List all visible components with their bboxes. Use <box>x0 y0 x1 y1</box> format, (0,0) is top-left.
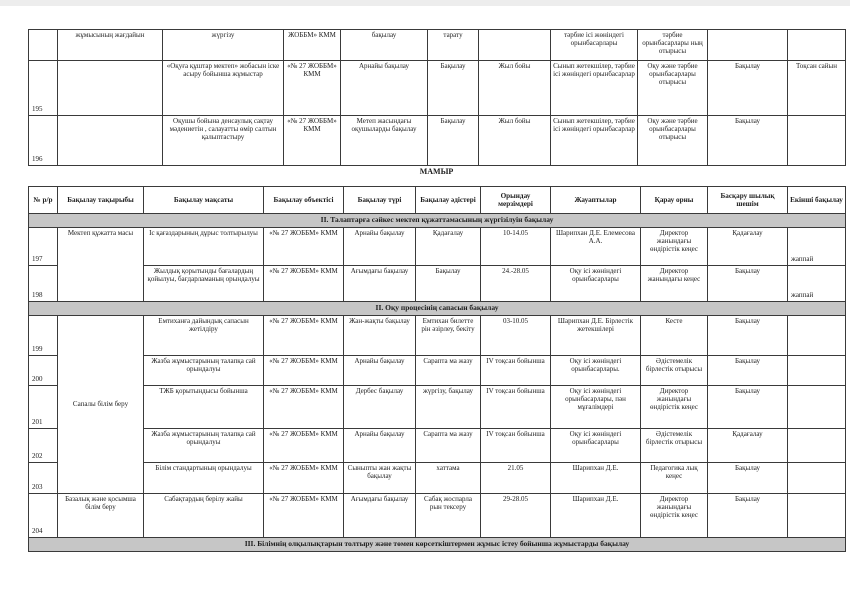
table-cell: Шарипхан Д.Е. <box>551 463 641 494</box>
table-cell: Оқушы бойына денсаулық сақтау мәдениетін , салауатты өмір салтын қалыптастыру <box>163 116 284 166</box>
table-cell: Қадағалау <box>708 228 788 266</box>
table-cell: жұмысының жағдайын <box>58 30 163 61</box>
table-cell <box>788 356 846 386</box>
row-number-cell: 197 <box>29 228 58 266</box>
table-row <box>29 61 846 116</box>
table-cell: Жыл бойы <box>479 61 551 116</box>
table-cell: Сабақ жоспарла рын тексеру <box>416 494 481 538</box>
column-header: Жауаптылар <box>551 187 641 214</box>
table-cell: Бақылау <box>708 463 788 494</box>
table-cell: Оқу және тәрбие орынбасарлары отырысы <box>638 61 708 116</box>
month-header: МАМЫР <box>419 167 454 176</box>
table-cell: жүргізу <box>163 30 284 61</box>
table-cell: Іс қағаздарының дұрыс толтырылуы <box>144 228 264 266</box>
table-cell <box>788 116 846 166</box>
row-number-cell: 198 <box>29 266 58 302</box>
table-cell: «№ 27 ЖОББМ» КММ <box>264 429 344 463</box>
table-cell: «№ 27 ЖОББМ» КММ <box>264 494 344 538</box>
table-cell: «№ 27 ЖОББМ» КММ <box>264 266 344 302</box>
table-cell: Арнайы бақылау <box>341 61 428 116</box>
table-row <box>29 429 846 463</box>
table-cell: Бақылау <box>416 266 481 302</box>
table-cell: Қадағалау <box>708 429 788 463</box>
table-cell: Бақылау <box>708 61 788 116</box>
column-header: Бақылау мақсаты <box>144 187 264 214</box>
table-cell: Емтиханға дайындық сапасын жетілдіру <box>144 316 264 356</box>
table-cell <box>58 61 163 116</box>
row-number-cell: 200 <box>29 356 58 386</box>
table-cell <box>29 30 58 61</box>
row-number-cell: 202 <box>29 429 58 463</box>
table-cell: Директор жанындағы өндірістік кеңес <box>641 386 708 429</box>
table-cell: Сарапта ма жазу <box>416 356 481 386</box>
table-cell: «№ 27 ЖОББМ» КММ <box>284 116 341 166</box>
table-cell <box>788 494 846 538</box>
table-row <box>29 494 846 538</box>
table-cell: Жазба жұмыстарының талапқа сай орындалуы <box>144 356 264 386</box>
table-cell: Оқу ісі жөніндегі орынбасарлары <box>551 266 641 302</box>
row-number-cell: 201 <box>29 386 58 429</box>
table-cell: Білім стандартының орындалуы <box>144 463 264 494</box>
table-cell: Сынып жетекшілер, тәрбие ісі жөніндегі орынбасарлар <box>551 116 638 166</box>
table-cell: Ағымдағы бақылау <box>344 494 416 538</box>
section-header-row <box>29 538 846 552</box>
column-header: Бақылау түрі <box>344 187 416 214</box>
table-cell: Жылдық қорытынды бағалардың қойылуы, бағдарламаның орындалуы <box>144 266 264 302</box>
table-cell: Әдістемелік бірлестік отырысы <box>641 429 708 463</box>
table-cell: «№ 27 ЖОББМ» КММ <box>264 386 344 429</box>
table-row <box>29 266 846 302</box>
table-cell: Шарипхан Д.Е. <box>551 494 641 538</box>
row-number-cell: 203 <box>29 463 58 494</box>
table-cell: Жан-жақты бақылау <box>344 316 416 356</box>
table-cell: Сыныпты жан жақты бақылау <box>344 463 416 494</box>
section-header-row <box>29 214 846 228</box>
table-cell <box>788 386 846 429</box>
table-cell: Арнайы бақылау <box>344 228 416 266</box>
main-control-plan-table <box>28 186 846 552</box>
table-cell: Директор жанындағы өндірістік кеңес <box>641 494 708 538</box>
table-cell: «Оқуға құштар мектеп» жобасын іске асыру бойынша жұмыстар <box>163 61 284 116</box>
section-header: ІІ. Талаптарға сәйкес мектеп құжаттамасының жүргізілуін бақылау <box>29 214 846 228</box>
table-cell: IV тоқсан бойынша <box>481 386 551 429</box>
table-cell: Ағымдағы бақылау <box>344 266 416 302</box>
table-cell: Қадағалау <box>416 228 481 266</box>
table-cell: Директор жанындағы өндірістік кеңес <box>641 228 708 266</box>
table-cell: Бақылау <box>428 116 479 166</box>
table-cell: хаттама <box>416 463 481 494</box>
table-cell: «№ 27 ЖОББМ» КММ <box>264 463 344 494</box>
table-cell: 10-14.05 <box>481 228 551 266</box>
table-cell: Оқу ісі жөніндегі орынбасарлары, пән мұғалімдері <box>551 386 641 429</box>
table-cell: Кесте <box>641 316 708 356</box>
table-cell: Шарипхан Д.Е. Бірлестік жетекшілері <box>551 316 641 356</box>
column-header: Орындау мерзімдері <box>481 187 551 214</box>
table-cell: бақылау <box>341 30 428 61</box>
table-row <box>29 386 846 429</box>
table-cell: Арнайы бақылау <box>344 429 416 463</box>
table-cell <box>788 463 846 494</box>
table-cell: жаппай <box>788 228 846 266</box>
row-number-cell: 199 <box>29 316 58 356</box>
table-cell: 21.05 <box>481 463 551 494</box>
row-number-cell: 195 <box>29 61 58 116</box>
table-cell: Тоқсан сайын <box>788 61 846 116</box>
column-header: Басқару шылық шешім <box>708 187 788 214</box>
table-cell: Директор жанындағы кеңес <box>641 266 708 302</box>
scan-edge-shadow <box>0 0 850 6</box>
table-cell: Мектеп құжатта масы <box>58 228 144 302</box>
table-cell: 03-10.05 <box>481 316 551 356</box>
column-header: Қарау орны <box>641 187 708 214</box>
table-cell: IV тоқсан бойынша <box>481 356 551 386</box>
table-cell: жаппай <box>788 266 846 302</box>
table-cell <box>788 30 846 61</box>
table-cell: IV тоқсан бойынша <box>481 429 551 463</box>
section-header: ІІ. Оқу процесінің сапасын бақылау <box>29 302 846 316</box>
table-cell: «№ 27 ЖОББМ» КММ <box>284 61 341 116</box>
table-cell: Бақылау <box>708 356 788 386</box>
table-cell: «№ 27 ЖОББМ» КММ <box>264 356 344 386</box>
table-row <box>29 228 846 266</box>
table-cell: Әдістемелік бірлестік отырысы <box>641 356 708 386</box>
header-row <box>29 187 846 214</box>
table-cell: Бақылау <box>428 61 479 116</box>
table-cell: Бақылау <box>708 266 788 302</box>
table-cell: Метеп жасындағы оқушыларды бақылау <box>341 116 428 166</box>
row-number-cell: 204 <box>29 494 58 538</box>
table-cell: Сапалы білім беру <box>58 316 144 494</box>
table-cell: Бақылау <box>708 386 788 429</box>
table-cell: Жыл бойы <box>479 116 551 166</box>
table-cell: Емтихан билетте рін әзірлеу, бекіту <box>416 316 481 356</box>
table-cell: Оқу және тәрбие орынбасарлары отырысы <box>638 116 708 166</box>
table-cell: Жазба жұмыстарының талапқа сай орындалуы <box>144 429 264 463</box>
table-cell: 29-28.05 <box>481 494 551 538</box>
table-row <box>29 116 846 166</box>
table-cell: «№ 27 ЖОББМ» КММ <box>264 316 344 356</box>
table-cell: 24.-28.05 <box>481 266 551 302</box>
table-cell: жүргізу, бақылау <box>416 386 481 429</box>
top-continuation-table <box>28 29 846 166</box>
column-header: Екінші бақылау <box>788 187 846 214</box>
table-cell: Бақылау <box>708 494 788 538</box>
table-cell: Дербес бақылау <box>344 386 416 429</box>
table-cell: Оқу ісі жөніндегі орынбасарлары <box>551 429 641 463</box>
row-number-cell: 196 <box>29 116 58 166</box>
table-cell <box>708 30 788 61</box>
table-cell: Бақылау <box>708 316 788 356</box>
table-cell: Оқу ісі жөніндегі орынбасарлары. <box>551 356 641 386</box>
section-header: ІІІ. Білімнің олқылықтарын толтыру және төмен көрсеткіштермен жұмыс істеу бойынша жұмыстарды бақылау <box>29 538 846 552</box>
table-cell: Базалық және қосымша білім беру <box>58 494 144 538</box>
table-row <box>29 463 846 494</box>
table-cell: ЖОББМ» КММ <box>284 30 341 61</box>
table-cell: Сарапта ма жазу <box>416 429 481 463</box>
table-row <box>29 316 846 356</box>
table-cell: Бақылау <box>708 116 788 166</box>
table-cell: Сабақтардың берілу жайы <box>144 494 264 538</box>
table-cell: Педагогика лық кеңес <box>641 463 708 494</box>
column-header: Бақылау тақырыбы <box>58 187 144 214</box>
section-header-row <box>29 302 846 316</box>
column-header: № р/р <box>29 187 58 214</box>
table-cell: тәрбие орынбасарлары ның отырысы <box>638 30 708 61</box>
table-cell: Арнайы бақылау <box>344 356 416 386</box>
table-cell: «№ 27 ЖОББМ» КММ <box>264 228 344 266</box>
column-header: Бақылау объектісі <box>264 187 344 214</box>
table-cell: Сынып жетекшілер, тәрбие ісі жөніндегі орынбасарлар <box>551 61 638 116</box>
table-cell <box>479 30 551 61</box>
table-row <box>29 30 846 61</box>
table-cell: ТЖБ қорытындысы бойынша <box>144 386 264 429</box>
table-cell: Шарипхан Д.Е. Елемесова А.А. <box>551 228 641 266</box>
column-header: Бақылау әдістері <box>416 187 481 214</box>
table-cell: тәрбие ісі жөніндегі орынбасарлары <box>551 30 638 61</box>
table-cell <box>788 316 846 356</box>
table-cell <box>58 116 163 166</box>
table-row <box>29 356 846 386</box>
table-cell: тарату <box>428 30 479 61</box>
table-cell <box>788 429 846 463</box>
